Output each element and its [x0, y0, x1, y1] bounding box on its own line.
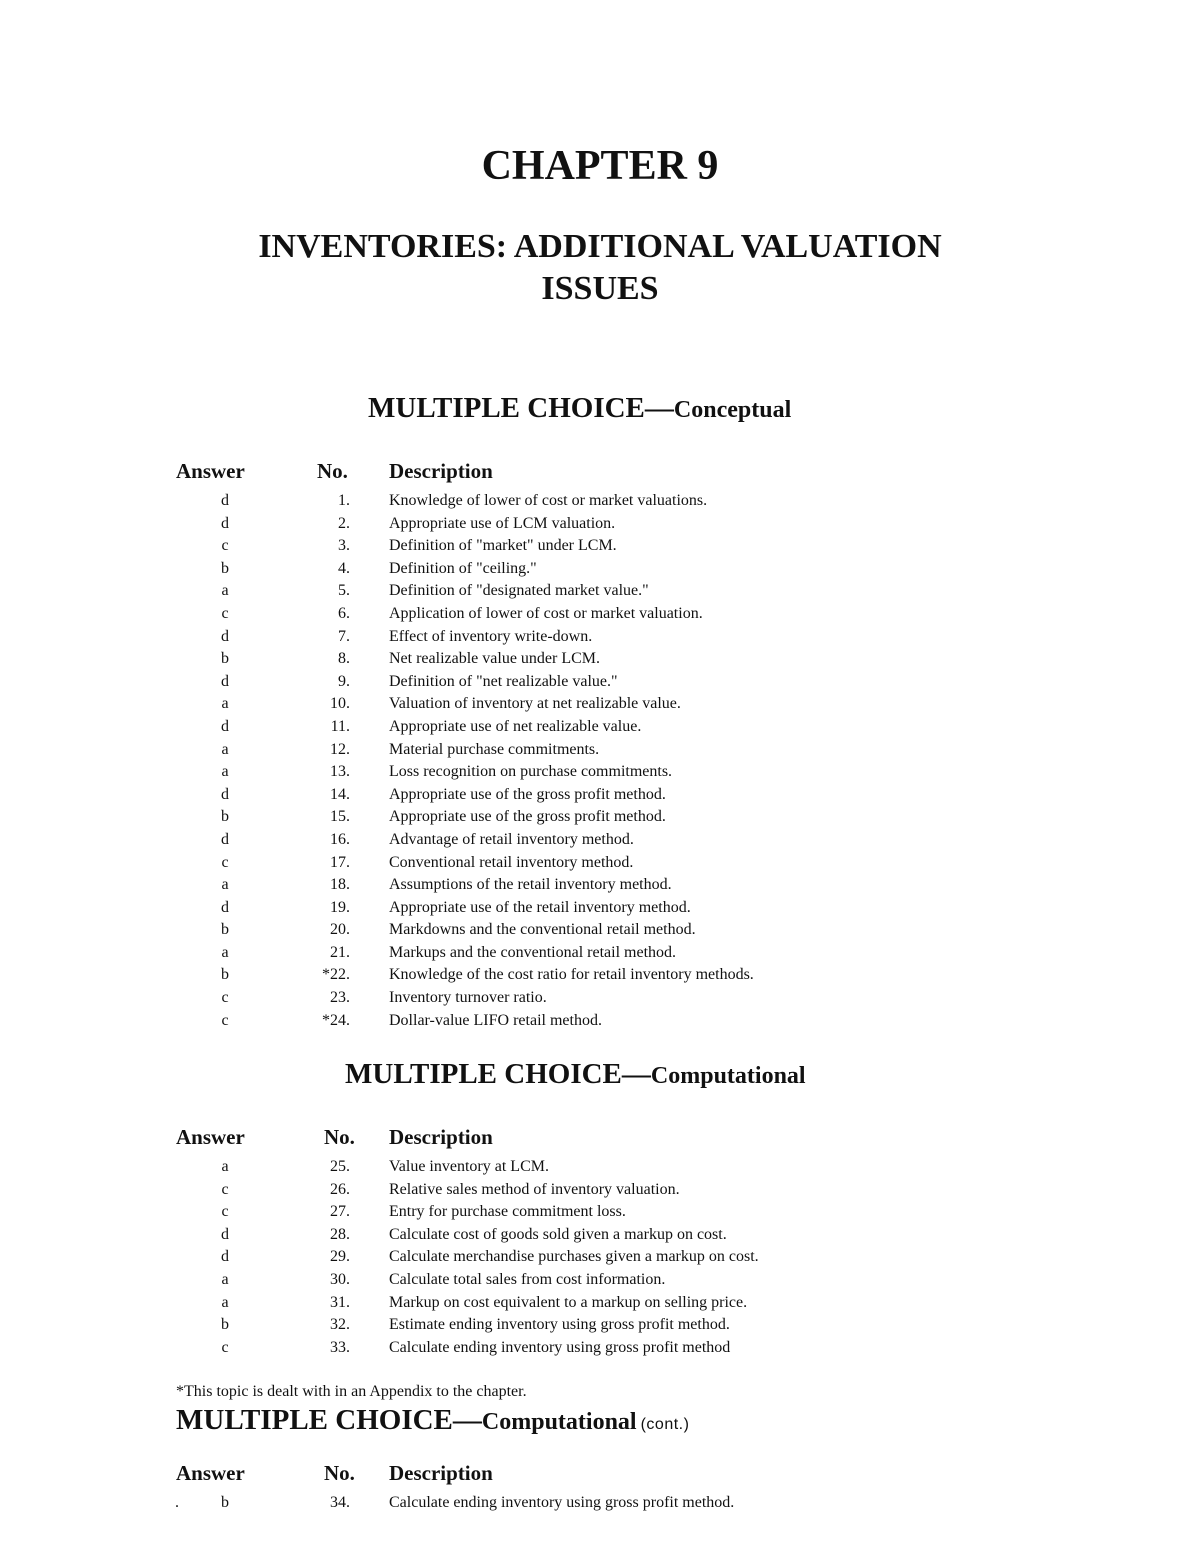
table-row — [0, 899, 1200, 922]
answer-cell: d — [221, 672, 229, 690]
table-row — [0, 1226, 1200, 1249]
table-row — [0, 718, 1200, 741]
description-cell: Definition of "ceiling." — [389, 559, 537, 577]
table-row — [0, 560, 1200, 583]
number-cell: 14. — [330, 785, 350, 803]
chapter-title: CHAPTER 9 — [481, 143, 719, 189]
column-header-description: Description — [389, 1125, 493, 1149]
number-cell: 12. — [330, 740, 350, 758]
number-cell: 21. — [330, 943, 350, 961]
table-row — [0, 695, 1200, 718]
answer-cell: d — [221, 785, 229, 803]
description-cell: Calculate cost of goods sold given a markup on cost. — [389, 1225, 727, 1243]
table-row — [0, 1271, 1200, 1294]
description-cell: Estimate ending inventory using gross profit method. — [389, 1316, 730, 1334]
column-header-no: No. — [324, 1461, 355, 1485]
description-cell: Markdowns and the conventional retail method. — [389, 921, 696, 939]
description-cell: Loss recognition on purchase commitments. — [389, 763, 673, 781]
answer-table-computational — [0, 1158, 1200, 1361]
description-cell: Appropriate use of the gross profit method. — [389, 785, 666, 803]
table-row — [0, 537, 1200, 560]
description-cell: Entry for purchase commitment loss. — [389, 1203, 626, 1221]
column-header-answer: Answer — [176, 1125, 245, 1149]
number-cell: 1. — [338, 492, 350, 509]
table-row — [0, 582, 1200, 605]
number-cell: 5. — [338, 582, 350, 600]
number-cell: 6. — [338, 604, 350, 622]
answer-cell: c — [221, 853, 229, 871]
table-row — [0, 741, 1200, 764]
number-cell: 26. — [330, 1180, 350, 1198]
answer-cell: a — [221, 1293, 229, 1311]
description-cell: Definition of "net realizable value." — [389, 672, 618, 690]
description-cell: Markup on cost equivalent to a markup on selling price. — [389, 1293, 748, 1311]
chapter-subtitle-line1: INVENTORIES: ADDITIONAL VALUATION — [258, 228, 942, 265]
description-cell: Appropriate use of the retail inventory method. — [389, 898, 691, 916]
answer-cell: a — [221, 695, 229, 713]
answer-cell: a — [221, 1270, 229, 1288]
description-cell: Calculate total sales from cost information. — [389, 1270, 666, 1288]
answer-cell: d — [221, 717, 229, 735]
number-cell: 10. — [330, 695, 350, 713]
answer-cell: d — [221, 514, 229, 532]
description-cell: Calculate ending inventory using gross profit method. — [389, 1494, 735, 1511]
row-prefix-mark: . — [175, 1494, 179, 1511]
table-row — [0, 628, 1200, 651]
number-cell: 13. — [330, 763, 350, 781]
answer-cell: c — [221, 1180, 229, 1198]
table-row — [0, 831, 1200, 854]
table-row — [0, 1339, 1200, 1362]
description-cell: Calculate merchandise purchases given a markup on cost. — [389, 1248, 759, 1266]
table-row — [0, 854, 1200, 877]
description-cell: Net realizable value under LCM. — [389, 650, 601, 668]
table-row — [0, 1012, 1200, 1035]
description-cell: Knowledge of lower of cost or market valuations. — [389, 492, 708, 509]
number-cell: 7. — [338, 627, 350, 645]
number-cell: 25. — [330, 1158, 350, 1175]
description-cell: Application of lower of cost or market valuation. — [389, 604, 703, 622]
table-row — [0, 763, 1200, 786]
section-heading-computational-cont — [176, 1404, 689, 1437]
number-cell: 32. — [330, 1316, 350, 1334]
table-row — [0, 1316, 1200, 1339]
table-row — [0, 515, 1200, 538]
answer-cell: c — [221, 1011, 229, 1029]
number-cell: 8. — [338, 650, 350, 668]
answer-table-computational-cont — [0, 1494, 1200, 1517]
description-cell: Appropriate use of net realizable value. — [389, 717, 642, 735]
answer-cell: b — [221, 650, 229, 668]
chapter-subtitle-line2: ISSUES — [541, 270, 659, 307]
table-row — [0, 650, 1200, 673]
table-row — [0, 605, 1200, 628]
number-cell: 29. — [330, 1248, 350, 1266]
number-cell: 19. — [330, 898, 350, 916]
table-row — [0, 1181, 1200, 1204]
answer-cell: a — [221, 582, 229, 600]
number-cell: 18. — [330, 876, 350, 894]
answer-cell: b — [221, 921, 229, 939]
description-cell: Appropriate use of the gross profit method. — [389, 808, 666, 826]
answer-cell: c — [221, 1203, 229, 1221]
table-row — [0, 808, 1200, 831]
description-cell: Valuation of inventory at net realizable value. — [389, 695, 681, 713]
description-cell: Markups and the conventional retail method. — [389, 943, 677, 961]
number-cell: 9. — [338, 672, 350, 690]
table-row — [0, 1158, 1200, 1181]
table-row — [0, 944, 1200, 967]
continued-label: (cont.) — [640, 1416, 690, 1433]
section-heading-sub: Computational — [650, 1063, 806, 1089]
description-cell: Calculate ending inventory using gross profit method — [389, 1338, 731, 1356]
answer-cell: c — [221, 1338, 229, 1356]
table-row — [0, 1294, 1200, 1317]
number-cell: 16. — [330, 830, 350, 848]
description-cell: Dollar-value LIFO retail method. — [389, 1011, 602, 1029]
answer-cell: a — [221, 876, 229, 894]
table-row — [0, 876, 1200, 899]
description-cell: Advantage of retail inventory method. — [389, 830, 634, 848]
answer-cell: d — [221, 898, 229, 916]
number-cell: 31. — [330, 1293, 350, 1311]
answer-cell: c — [221, 989, 229, 1007]
column-header-description: Description — [389, 1461, 493, 1485]
answer-cell: a — [221, 943, 229, 961]
answer-cell: d — [221, 1225, 229, 1243]
number-cell: 11. — [330, 717, 350, 735]
table-row — [0, 966, 1200, 989]
column-header-no: No. — [324, 1125, 355, 1149]
answer-cell: b — [221, 559, 229, 577]
answer-cell: b — [221, 966, 229, 984]
number-cell: *22. — [322, 966, 350, 984]
table-row — [0, 1494, 1200, 1517]
section-heading-sub: Conceptual — [673, 397, 792, 423]
answer-cell: b — [221, 808, 229, 826]
number-cell: 2. — [338, 514, 350, 532]
number-cell: 33. — [330, 1338, 350, 1356]
answer-cell: b — [221, 1494, 229, 1511]
answer-cell: a — [221, 763, 229, 781]
section-heading-sub: Computational — [481, 1409, 637, 1435]
description-cell: Material purchase commitments. — [389, 740, 600, 758]
section-heading-conceptual — [368, 392, 791, 425]
answer-cell: d — [221, 627, 229, 645]
answer-cell: d — [221, 492, 229, 509]
answer-cell: a — [221, 740, 229, 758]
appendix-footnote: *This topic is dealt with in an Appendix to the chapter. — [176, 1383, 527, 1400]
answer-cell: c — [221, 604, 229, 622]
description-cell: Effect of inventory write-down. — [389, 627, 593, 645]
table-row — [0, 921, 1200, 944]
section-heading-computational — [345, 1058, 806, 1091]
description-cell: Knowledge of the cost ratio for retail inventory methods. — [389, 966, 754, 984]
answer-cell: d — [221, 1248, 229, 1266]
description-cell: Definition of "market" under LCM. — [389, 537, 617, 555]
number-cell: 23. — [330, 989, 350, 1007]
answer-cell: d — [221, 830, 229, 848]
number-cell: 30. — [330, 1270, 350, 1288]
number-cell: 4. — [338, 559, 350, 577]
table-row — [0, 1203, 1200, 1226]
description-cell: Appropriate use of LCM valuation. — [389, 514, 616, 532]
table-row — [0, 673, 1200, 696]
description-cell: Definition of "designated market value." — [389, 582, 649, 600]
answer-table-conceptual — [0, 492, 1200, 1034]
number-cell: 3. — [338, 537, 350, 555]
answer-cell: b — [221, 1316, 229, 1334]
answer-cell: a — [221, 1158, 229, 1175]
table-row — [0, 786, 1200, 809]
table-row — [0, 989, 1200, 1012]
number-cell: 27. — [330, 1203, 350, 1221]
answer-cell: c — [221, 537, 229, 555]
number-cell: *24. — [322, 1011, 350, 1029]
number-cell: 20. — [330, 921, 350, 939]
section-heading-main: MULTIPLE CHOICE— — [368, 392, 674, 424]
column-header-no: No. — [317, 459, 348, 483]
table-row — [0, 492, 1200, 515]
number-cell: 15. — [330, 808, 350, 826]
number-cell: 17. — [330, 853, 350, 871]
description-cell: Assumptions of the retail inventory method. — [389, 876, 672, 894]
description-cell: Inventory turnover ratio. — [389, 989, 547, 1007]
description-cell: Conventional retail inventory method. — [389, 853, 634, 871]
section-heading-main: MULTIPLE CHOICE— — [176, 1404, 482, 1436]
column-header-answer: Answer — [176, 459, 245, 483]
table-row — [0, 1248, 1200, 1271]
column-header-answer: Answer — [176, 1461, 245, 1485]
number-cell: 28. — [330, 1225, 350, 1243]
column-header-description: Description — [389, 459, 493, 483]
description-cell: Relative sales method of inventory valuation. — [389, 1180, 680, 1198]
section-heading-main: MULTIPLE CHOICE— — [345, 1058, 651, 1090]
description-cell: Value inventory at LCM. — [389, 1158, 549, 1175]
number-cell: 34. — [330, 1494, 350, 1511]
